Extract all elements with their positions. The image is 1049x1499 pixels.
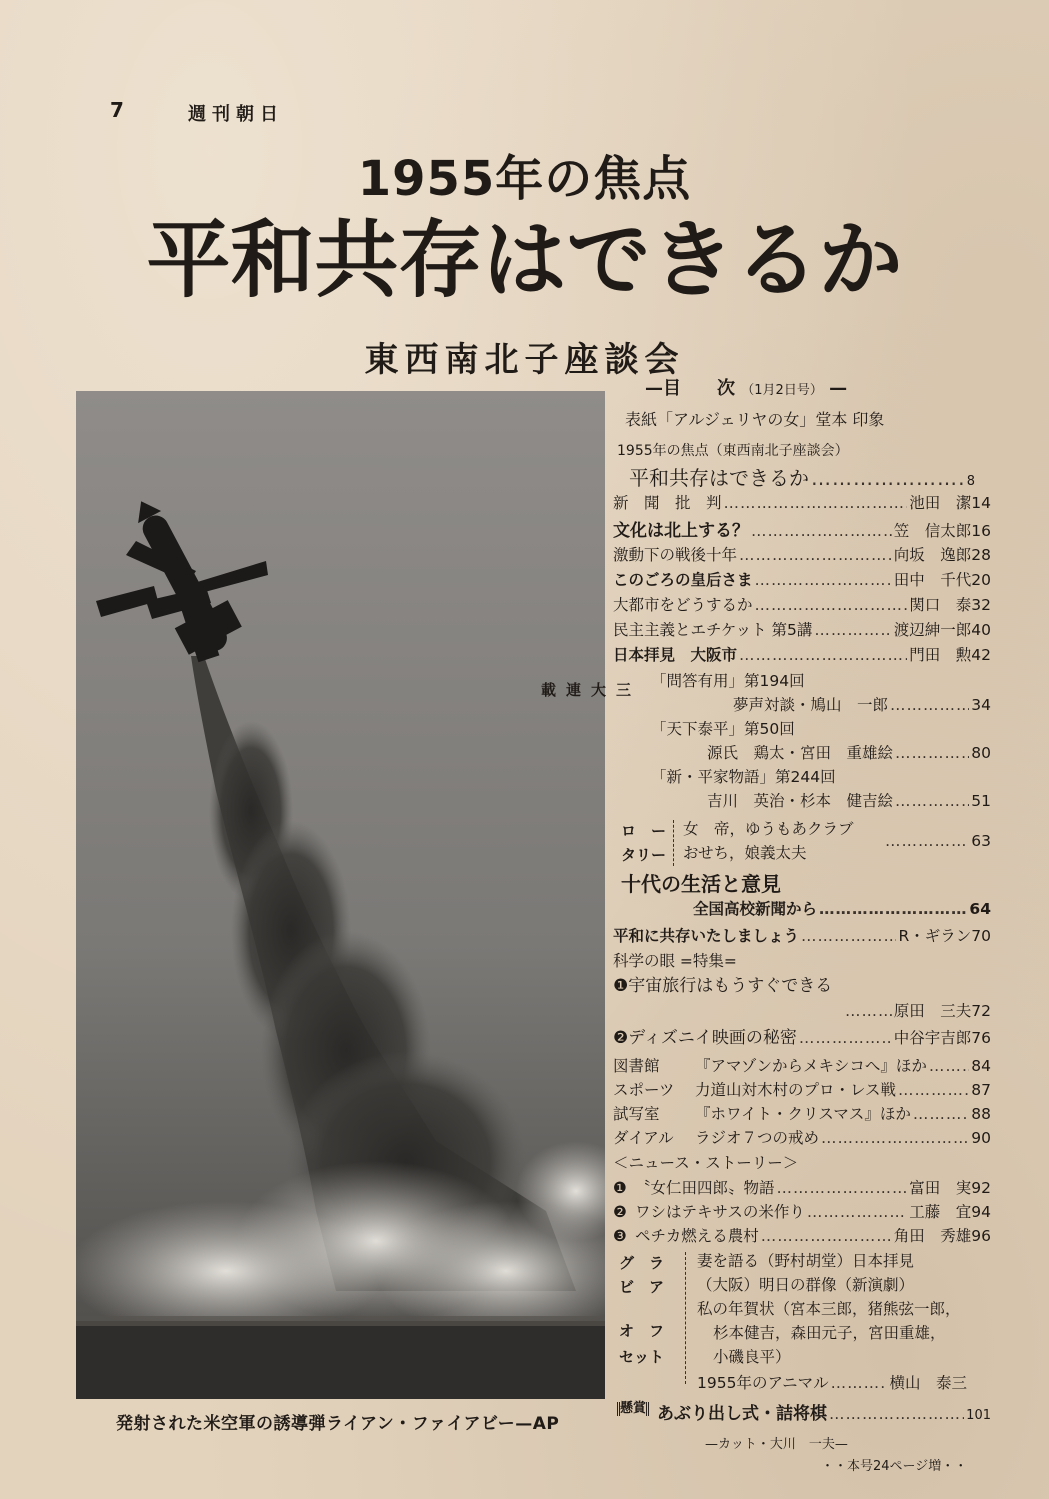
column-page: 87	[971, 1081, 991, 1099]
gravure-label: グ ラ	[619, 1254, 665, 1272]
news-page: 94	[971, 1203, 991, 1221]
toc-serial	[707, 746, 991, 762]
rotary-page: 63	[971, 832, 991, 850]
toc-item-author: 向坂 逸郎	[893, 546, 972, 564]
toc-dots	[895, 746, 969, 762]
extra-pages-note: ・・本号24ページ増・・	[821, 1459, 968, 1474]
toc-cover: 表紙「アルジェリヤの女」堂本 印象	[625, 410, 885, 429]
offset-line: 私の年賀状（宮本三郎，猪熊弦一郎，	[697, 1300, 961, 1318]
toc-dots	[814, 623, 891, 639]
toc-item-author: 笠 信太郎	[893, 522, 972, 540]
toc-heading-text: —目 次	[645, 378, 735, 399]
serial-title: 「新・平家物語」第244回	[651, 768, 836, 786]
toc-item-author: 渡辺紳一郎	[893, 621, 972, 639]
science-1-page: 72	[971, 1002, 991, 1020]
prize-page: 101	[966, 1408, 991, 1423]
toc-news	[613, 1205, 991, 1221]
column-page: 90	[971, 1129, 991, 1147]
serial-page: 80	[971, 744, 991, 762]
toc-feature-label: 1955年の焦点（東西南北子座談会）	[617, 443, 849, 459]
rotary-line: おせち，娘義太夫	[683, 844, 807, 862]
prize-title: あぶり出し式・詰将棋	[657, 1404, 827, 1424]
toc-peace	[613, 929, 991, 945]
peace-title: 平和に共存いたしましょう	[613, 927, 800, 945]
page-number: 7	[110, 98, 125, 122]
science-2-author: 中谷宇吉郎	[893, 1029, 972, 1047]
headline-subtitle: 東西南北子座談会	[364, 340, 685, 380]
science-2-title: ❷ディズニイ映画の秘密	[613, 1028, 797, 1048]
toc-dots	[801, 929, 896, 945]
serial-label: 三大連載	[539, 682, 632, 697]
serial-title: 「天下泰平」第50回	[651, 720, 795, 738]
toc-item-title: 文化は北上する？	[613, 521, 749, 541]
news-title: ペチカ燃える農村	[635, 1227, 759, 1245]
toc-dots	[807, 1205, 907, 1221]
toc-dots	[724, 496, 908, 512]
serial-page: 34	[971, 696, 991, 714]
toc-item-title: 日本拝見 大阪市	[613, 646, 738, 664]
toc-item-author: 門田 勲	[909, 646, 972, 664]
toc-item-title: 新 聞 批 判	[613, 494, 722, 512]
column-label: 図書館	[613, 1057, 660, 1075]
science-2-page: 76	[971, 1029, 991, 1047]
toc-science-1	[843, 1004, 991, 1020]
column-title: ラジオ７つの戒め	[695, 1129, 820, 1147]
toc-dots	[799, 1031, 892, 1047]
prize-box	[617, 1402, 647, 1416]
offset-label: セット	[619, 1348, 665, 1366]
toc-heading-tail: —	[829, 378, 848, 399]
toc-dots	[831, 1376, 888, 1392]
column-page: 84	[971, 1057, 991, 1075]
toc-dots	[929, 1059, 969, 1075]
serial-page: 51	[971, 792, 991, 810]
rotary-label: タリー	[621, 846, 667, 864]
offset-line: 杉本健吉，森田元子，宮田重雄，	[713, 1324, 946, 1342]
news-num: ❷	[613, 1203, 627, 1221]
teen-sub: 全国高校新聞から	[693, 900, 818, 918]
toc-item-title: 激動下の戦後十年	[613, 546, 738, 564]
news-num: ❶	[613, 1179, 627, 1197]
toc-dots	[821, 1131, 969, 1147]
toc-column	[613, 1131, 991, 1147]
cut-credit: —カット・大川 一夫—	[705, 1437, 848, 1452]
column-title: 力道山対木村のプロ・レス戦	[695, 1081, 897, 1099]
toc-item	[613, 523, 991, 540]
toc-animal	[697, 1376, 967, 1392]
peace-page: 70	[971, 927, 991, 945]
toc-column	[613, 1107, 991, 1123]
toc-feature	[629, 468, 975, 488]
toc-dots	[739, 548, 892, 564]
toc-item-author: 関口 泰	[909, 596, 972, 614]
news-author: 工藤 宜	[909, 1203, 972, 1221]
toc-science-2	[613, 1030, 991, 1047]
news-author: 角田 秀雄	[893, 1227, 972, 1245]
headline-year: 1955年の焦点	[357, 151, 692, 207]
toc-dots	[885, 834, 969, 850]
news-label: ＜ニュース・ストーリー＞	[613, 1154, 799, 1172]
news-author: 富田 実	[909, 1179, 972, 1197]
news-page: 92	[971, 1179, 991, 1197]
column-label: 試写室	[613, 1105, 660, 1123]
column-label: スポーツ	[613, 1081, 675, 1099]
toc-dots	[755, 573, 892, 589]
toc-item-page: 16	[971, 522, 991, 540]
toc-dots	[898, 1083, 969, 1099]
toc-dots	[751, 524, 892, 540]
news-num: ❸	[613, 1227, 627, 1245]
toc-item-page: 32	[971, 596, 991, 614]
rotary-label: ロ ー	[621, 822, 667, 840]
serial-author: 吉川 英治・杉本 健吉絵	[707, 792, 894, 810]
gravure-divider	[685, 1252, 686, 1384]
toc-item-title: 民主主義とエチケット 第5講	[613, 621, 813, 639]
toc-dots	[845, 1004, 892, 1020]
serial-author: 夢声対談・鳩山 一郎	[733, 696, 889, 714]
rotary-line: 女 帝，ゆうもあクラブ	[683, 820, 854, 838]
toc-dots	[819, 902, 967, 918]
toc-item	[613, 648, 991, 664]
news-title: 〝女仁田四郎〟物語	[635, 1179, 775, 1197]
toc-item-page: 42	[971, 646, 991, 664]
headline-main: 平和共存はできるか	[146, 211, 903, 309]
column-title: 『アマゾンからメキシコへ』ほか	[695, 1057, 927, 1075]
toc-dots	[739, 648, 907, 664]
toc-item-page: 14	[971, 494, 991, 512]
toc-dots	[829, 1407, 964, 1423]
prize-tag: 懸賞	[617, 1402, 649, 1416]
toc-dots	[913, 1107, 969, 1123]
science-1-author: 原田 三夫	[893, 1002, 972, 1020]
toc-item-page: 20	[971, 571, 991, 589]
rotary-divider	[673, 820, 674, 866]
animal-title: 1955年のアニマル	[697, 1374, 829, 1392]
toc-item-page: 28	[971, 546, 991, 564]
teen-title: 十代の生活と意見	[621, 872, 781, 896]
toc-feature-title: 平和共存はできるか	[629, 466, 809, 490]
toc-feature-page: 8	[966, 474, 975, 489]
toc-item-author: 田中 千代	[893, 571, 972, 589]
toc-prize	[657, 1406, 991, 1423]
toc-item	[613, 598, 991, 614]
peace-author: R・ギラン	[898, 927, 972, 945]
serial-title: 「問答有用」第194回	[651, 672, 805, 690]
toc-rotary	[883, 834, 991, 850]
toc-news	[613, 1181, 991, 1197]
toc-column	[613, 1083, 991, 1099]
teen-page: 64	[969, 900, 991, 918]
toc-item-title: 大都市をどうするか	[613, 596, 753, 614]
column-title: 『ホワイト・クリスマス』ほか	[695, 1105, 911, 1123]
science-item-1: ❶宇宙旅行はもうすぐできる	[613, 976, 833, 996]
science-label: 科学の眼 =特集=	[613, 952, 737, 970]
toc-serial	[707, 794, 991, 810]
gravure-line: （大阪）明日の群像（新演劇）	[697, 1276, 915, 1294]
photo-caption: 発射された米空軍の誘導弾ライアン・ファイアビー—AP	[116, 1414, 560, 1434]
missile-photo-drawing	[76, 391, 605, 1399]
toc-serial	[733, 698, 991, 714]
offset-label: オ フ	[619, 1322, 665, 1340]
toc-item-page: 40	[971, 621, 991, 639]
toc-teen	[693, 902, 991, 918]
missile-photo	[76, 391, 605, 1399]
news-page: 96	[971, 1227, 991, 1245]
toc-dots	[811, 468, 965, 488]
column-label: ダイアル	[613, 1129, 674, 1147]
column-page: 88	[971, 1105, 991, 1123]
animal-author: 横山 泰三	[889, 1374, 967, 1392]
toc-item	[613, 573, 991, 589]
toc-item-author: 池田 潔	[909, 494, 972, 512]
toc-dots	[777, 1181, 908, 1197]
magazine-name: 週刊朝日	[188, 104, 284, 125]
gravure-label: ビ ア	[619, 1278, 665, 1296]
toc-issue: （1月2日号）	[741, 383, 823, 398]
toc-column	[613, 1059, 991, 1075]
news-title: ワシはテキサスの米作り	[635, 1203, 805, 1221]
toc-dots	[895, 794, 969, 810]
offset-line: 小磯良平）	[713, 1348, 791, 1366]
toc-dots	[755, 598, 908, 614]
toc-dots	[890, 698, 969, 714]
toc-item	[613, 548, 991, 564]
gravure-line: 妻を語る（野村胡堂）日本拝見	[697, 1252, 915, 1270]
toc-item	[613, 496, 991, 512]
toc-item-title: このごろの皇后さま	[613, 571, 753, 589]
toc-news	[613, 1229, 991, 1245]
toc-item	[613, 623, 991, 639]
toc-heading	[645, 380, 985, 398]
serial-author: 源氏 鶏太・宮田 重雄絵	[707, 744, 894, 762]
toc-dots	[761, 1229, 892, 1245]
